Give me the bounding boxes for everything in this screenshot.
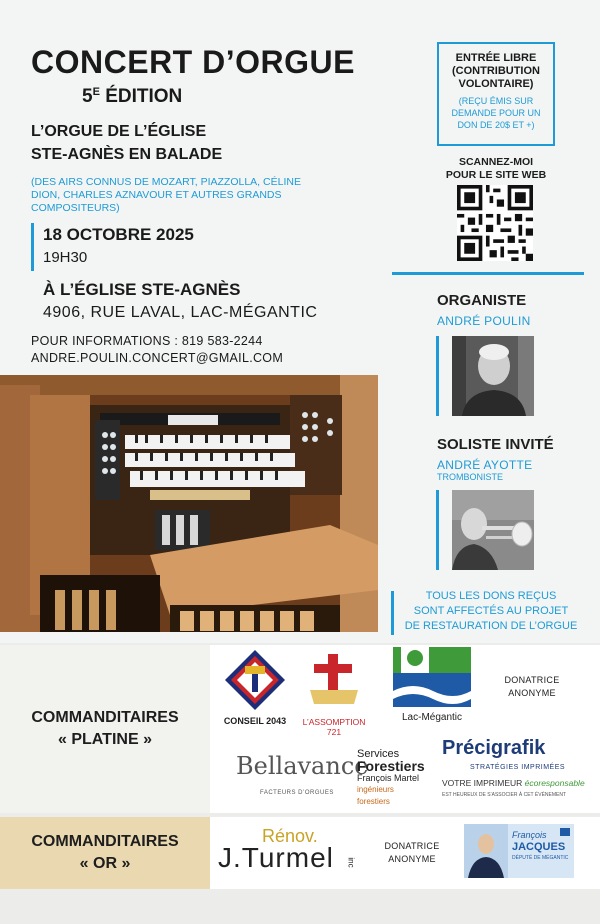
depute-title: DÉPUTÉ DE MÉGANTIC [512,855,569,861]
sf-line: Services [357,748,400,760]
anonymous-donor-gold [374,840,450,866]
gold-label-line: « OR » [79,855,131,872]
subtitle-line: L’ORGUE DE L’ÉGLISE [31,123,207,140]
turmel-logo: J.Turmel [218,842,334,873]
lac-megantic-logo [393,647,471,707]
precigrafik-note: EST HEUREUX DE S’ASSOCIER À CET ÉVÉNEMENT [442,792,567,798]
gold-label [0,817,210,889]
sf-line: François Martel [357,773,420,783]
platinum-label-line: « PLATINE » [58,731,152,748]
poster-title: CONCERT D’ORGUE [31,44,355,80]
entry-title-line: ENTRÉE LIBRE [455,52,537,64]
soloist-role: TROMBONISTE [437,472,504,482]
conseil-label: CONSEIL 2043 [223,716,287,726]
soloist-photo [452,490,534,570]
organist-label: ORGANISTE [437,292,527,309]
precigrafik-tag: VOTRE IMPRIMEUR [442,778,523,788]
lac-megantic-label: Lac-Mégantic [401,712,463,723]
qr-label-line: POUR LE SITE WEB [445,169,547,181]
accent-bar [31,223,34,271]
turmel-inc: inc [346,857,356,868]
qr-label [437,156,555,182]
edition-word: ÉDITION [105,86,183,107]
bellavance-subtitle: FACTEURS D’ORGUES [260,790,334,796]
renov-logo: Rénov. [262,826,318,846]
entry-note [439,95,553,131]
event-date: 18 OCTOBRE 2025 [43,225,194,244]
accent-bar [436,336,439,416]
event-address: 4906, RUE LAVAL, LAC-MÉGANTIC [43,304,318,321]
organ-photo [0,375,378,632]
platinum-label-line: COMMANDITAIRES [31,709,179,726]
edition-number: 5 [82,86,93,107]
depute-first-name: François [512,830,547,840]
bellavance-logo: Bellavance [236,752,369,780]
event-time: 19H30 [43,249,88,266]
composers-note: (DES AIRS CONNUS DE MOZART, PIAZZOLLA, CÉLINE DION, CHARLES AZNAVOUR ET AUTRES GRANDS COMPOSITEURS) [31,176,301,214]
qr-label-line: SCANNEZ-MOI [458,156,534,168]
entry-note-line: (REÇU ÉMIS SUR [458,96,534,106]
assomption-label: L’ASSOMPTION 721 [302,717,366,737]
entry-title-line: (CONTRIBUTION [452,65,540,77]
donor-line: ANONYME [508,688,556,698]
info-email[interactable]: ANDRE.POULIN.CONCERT@GMAIL.COM [31,351,284,365]
donor-line: DONATRICE [504,675,560,685]
event-venue: À L’ÉGLISE STE-AGNÈS [43,280,241,299]
soloist-name: ANDRÉ AYOTTE [437,458,533,472]
services-forestiers-logo [357,748,429,808]
accent-bar [436,490,439,570]
depute-last-name: JACQUES [512,841,566,853]
edition-superscript: E [92,86,100,98]
organist-name: ANDRÉ POULIN [437,314,531,328]
precigrafik-tagline [442,778,585,788]
donor-line: ANONYME [388,854,436,864]
entry-title-line: VOLONTAIRE) [458,78,534,90]
gold-label-line: COMMANDITAIRES [31,833,179,850]
donations-note [396,589,586,634]
soloist-label: SOLISTE INVITÉ [437,436,554,453]
accent-bar [391,591,394,635]
subtitle [31,120,222,166]
sf-line: Forestiers [357,758,425,774]
sf-line: ingénieurs forestiers [357,785,394,806]
organist-photo [452,336,534,416]
precigrafik-logo: Précigrafik [442,737,546,759]
donations-line: TOUS LES DONS REÇUS [425,590,557,602]
assomption-logo [306,652,362,712]
qr-code-icon[interactable] [457,185,533,261]
platinum-label [0,645,210,813]
anonymous-donor-platinum [492,674,572,700]
knights-of-columbus-logo [223,648,287,712]
info-phone: POUR INFORMATIONS : 819 583-2244 [31,334,263,348]
contact-info [31,333,283,367]
precigrafik-tag-eco: écoresponsable [524,778,585,788]
precigrafik-subtitle: STRATÉGIES IMPRIMÉES [470,764,566,771]
subtitle-line: STE-AGNÈS EN BALADE [31,146,223,163]
divider-line [392,272,584,275]
entry-note-line: DON DE 20$ ET +) [457,120,535,130]
entry-note-line: DEMANDE POUR UN [451,108,541,118]
donor-line: DONATRICE [384,841,440,851]
entry-box [437,42,555,146]
donations-line: SONT AFFECTÉS AU PROJET [413,605,569,617]
edition [82,86,182,108]
entry-title [439,52,553,91]
donations-line: DE RESTAURATION DE L’ORGUE [404,620,578,632]
